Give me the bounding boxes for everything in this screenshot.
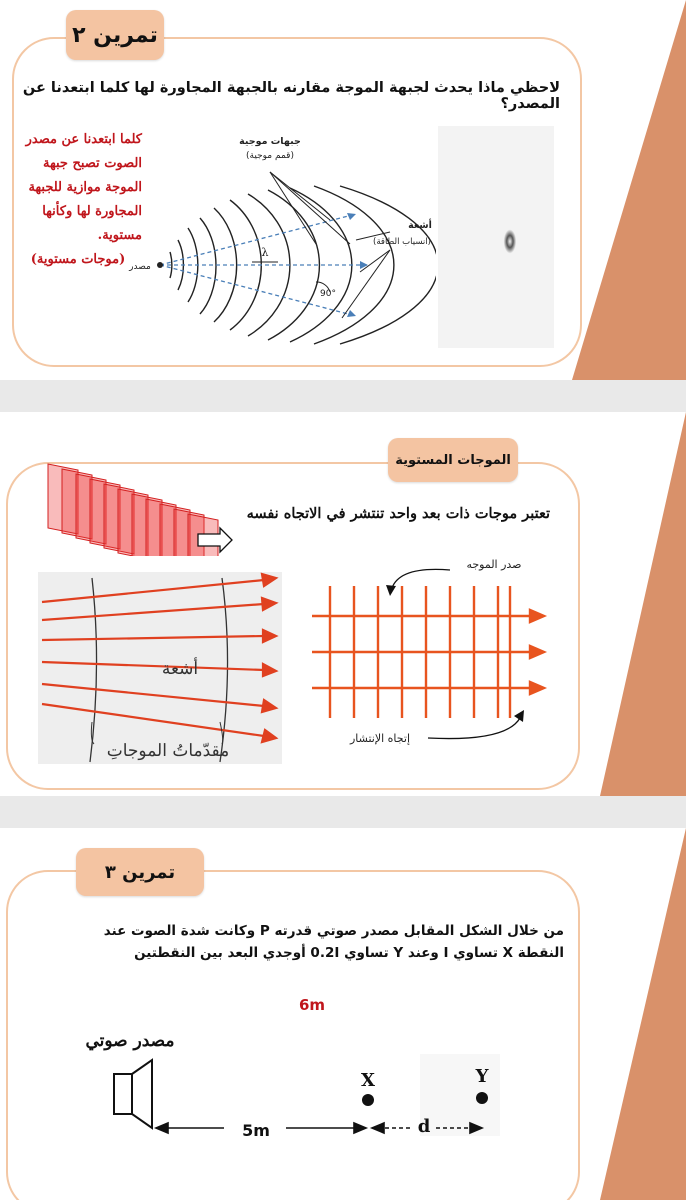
decor-triangle [596, 412, 686, 796]
ripple-photo [438, 126, 554, 348]
source-points-diagram [60, 1024, 520, 1156]
label-sound-source: مصدر صوتي [85, 1031, 175, 1051]
slide-plane-waves [0, 412, 686, 796]
label-d: d [417, 1116, 431, 1137]
plane-waves-title: الموجات المستوية [388, 438, 518, 482]
plane-waves-definition: تعتبر موجات ذات بعد واحد تنتشر في الاتجاه نفسه [246, 505, 550, 522]
exercise-2-question: لاحظي ماذا يحدث لجبهة الموجة مقارنه بالجبهة المجاورة لها كلما ابتعدنا عن المصدر؟ [22, 80, 560, 112]
label-x: X [361, 1070, 375, 1091]
label-source: مصدر [129, 262, 151, 272]
label-y: Y [475, 1066, 489, 1087]
label-angle: 90° [320, 289, 336, 299]
label-energy: (انسياب الطاقة) [373, 237, 431, 247]
stacked-waves-illustration [44, 460, 236, 556]
label-crests: (قمم موجية) [246, 151, 294, 161]
answer-line: الموجة موازية للجبهة [28, 180, 142, 195]
slide-exercise-2 [0, 0, 686, 380]
decor-triangle [566, 0, 686, 380]
answer-line: الصوت تصبح جبهة [43, 156, 142, 171]
exercise-3-title: تمرين ٣ [76, 848, 204, 896]
question-line: النقطة X تساوي I وعند Y تساوي 0.2I أوجدي البعد بين النقطتين [134, 945, 564, 961]
label-wave-fronts: مقدّماتُ الموجاتِ [106, 741, 230, 761]
point-x [362, 1094, 374, 1106]
answer-line: كلما ابتعدنا عن مصدر [25, 132, 142, 147]
rays-diagram [38, 572, 282, 764]
wavefront-diagram [120, 132, 436, 346]
exercise-2-title: تمرين ٢ [66, 10, 164, 60]
point-y [476, 1092, 488, 1104]
plane-wave-grid [300, 552, 556, 760]
answer-line: المجاورة لها وكأنها [42, 204, 142, 219]
exercise-3-answer: 6m [298, 996, 326, 1014]
label-direction: إتجاه الإنتشار [349, 732, 411, 745]
label-wave-fronts: جبهات موجية [239, 136, 301, 147]
label-5m: 5m [242, 1121, 270, 1140]
slide-exercise-3 [0, 828, 686, 1200]
label-rays: أشعة [161, 659, 199, 679]
question-line: من خلال الشكل المقابل مصدر صوتي قدرته P وكانت شدة الصوت عند [103, 923, 564, 939]
exercise-3-question [64, 920, 564, 964]
label-rays: أشعة [408, 220, 432, 231]
label-wavefront: صدر الموجه [466, 558, 522, 571]
decor-triangle [596, 828, 686, 1200]
answer-line: مستوية. [97, 228, 142, 243]
answer-note: (موجات مستوية) [30, 252, 126, 267]
label-lambda: λ [261, 246, 269, 259]
